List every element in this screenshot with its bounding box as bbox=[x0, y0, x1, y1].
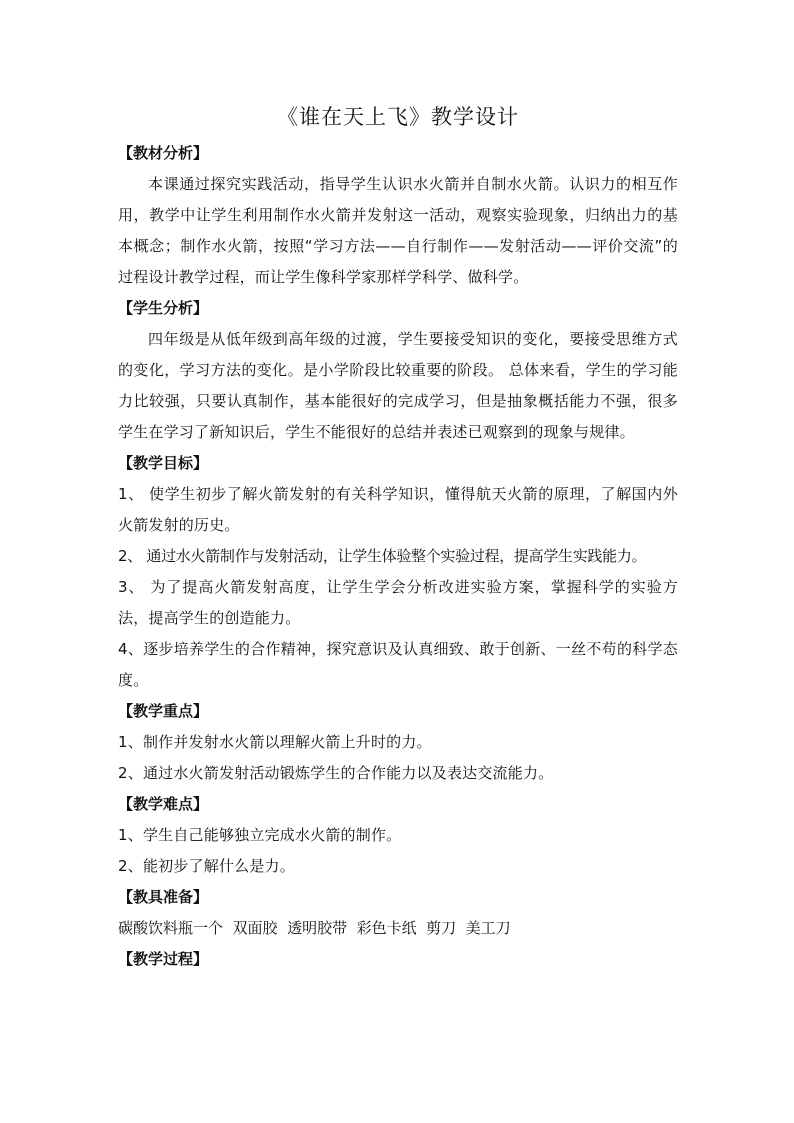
list-item: 1、 使学生初步了解火箭发射的有关科学知识，懂得航天火箭的原理，了解国内外火箭发射的历史。 bbox=[118, 485, 678, 534]
document-page bbox=[118, 100, 678, 975]
section-heading: 【教具准备】 bbox=[118, 888, 209, 906]
section-difficulties bbox=[118, 789, 678, 882]
document-title: 《谁在天上飞》教学设计 bbox=[277, 105, 519, 129]
section-heading: 【学生分析】 bbox=[118, 299, 209, 317]
section-heading: 【教材分析】 bbox=[118, 144, 209, 162]
list-item: 1、学生自己能够独立完成水火箭的制作。 bbox=[118, 826, 402, 844]
list-item: 2、能初步了解什么是力。 bbox=[118, 857, 295, 875]
list-item: 2、通过水火箭发射活动锻炼学生的合作能力以及表达交流能力。 bbox=[118, 764, 554, 782]
section-paragraph: 四年级是从低年级到高年级的过渡，学生要接受知识的变化，要接受思维方式的变化，学习方法的变化。是小学阶段比较重要的阶段。 总体来看，学生的学习能力比较强，只要认真制作，基本能很好的完成学习，但是抽象概括能力不强，很多学生在学习了新知识后，学生不能很好的总结并表述已观察到的现象与规律。 bbox=[118, 330, 678, 441]
section-heading: 【教学过程】 bbox=[118, 950, 209, 968]
section-materials bbox=[118, 882, 678, 944]
section-material-analysis bbox=[118, 138, 678, 293]
list-item: 2、 通过水火箭制作与发射活动，让学生体验整个实验过程，提高学生实践能力。 bbox=[118, 547, 647, 565]
list-item: 4、逐步培养学生的合作精神，探究意识及认真细致、敢于创新、一丝不苟的科学态度。 bbox=[118, 640, 678, 689]
section-process bbox=[118, 944, 678, 975]
section-student-analysis bbox=[118, 293, 678, 448]
list-item: 1、制作并发射水火箭以理解火箭上升时的力。 bbox=[118, 733, 432, 751]
section-heading: 【教学难点】 bbox=[118, 795, 209, 813]
section-paragraph: 本课通过探究实践活动，指导学生认识水火箭并自制水火箭。认识力的相互作用，教学中让学生利用制作水火箭并发射这一活动，观察实验现象，归纳出力的基本概念；制作水火箭，按照“学习方法——自行制作——发射活动——评价交流”的过程设计教学过程，而让学生像科学家那样学科学、做科学。 bbox=[118, 175, 678, 286]
section-heading: 【教学目标】 bbox=[118, 454, 209, 472]
section-key-points bbox=[118, 696, 678, 789]
list-item: 3、 为了提高火箭发射高度，让学生学会分析改进实验方案，掌握科学的实验方法，提高学生的创造能力。 bbox=[118, 578, 678, 627]
section-teaching-goals bbox=[118, 448, 678, 696]
materials-list: 碳酸饮料瓶一个 双面胶 透明胶带 彩色卡纸 剪刀 美工刀 bbox=[118, 919, 511, 937]
section-heading: 【教学重点】 bbox=[118, 702, 209, 720]
